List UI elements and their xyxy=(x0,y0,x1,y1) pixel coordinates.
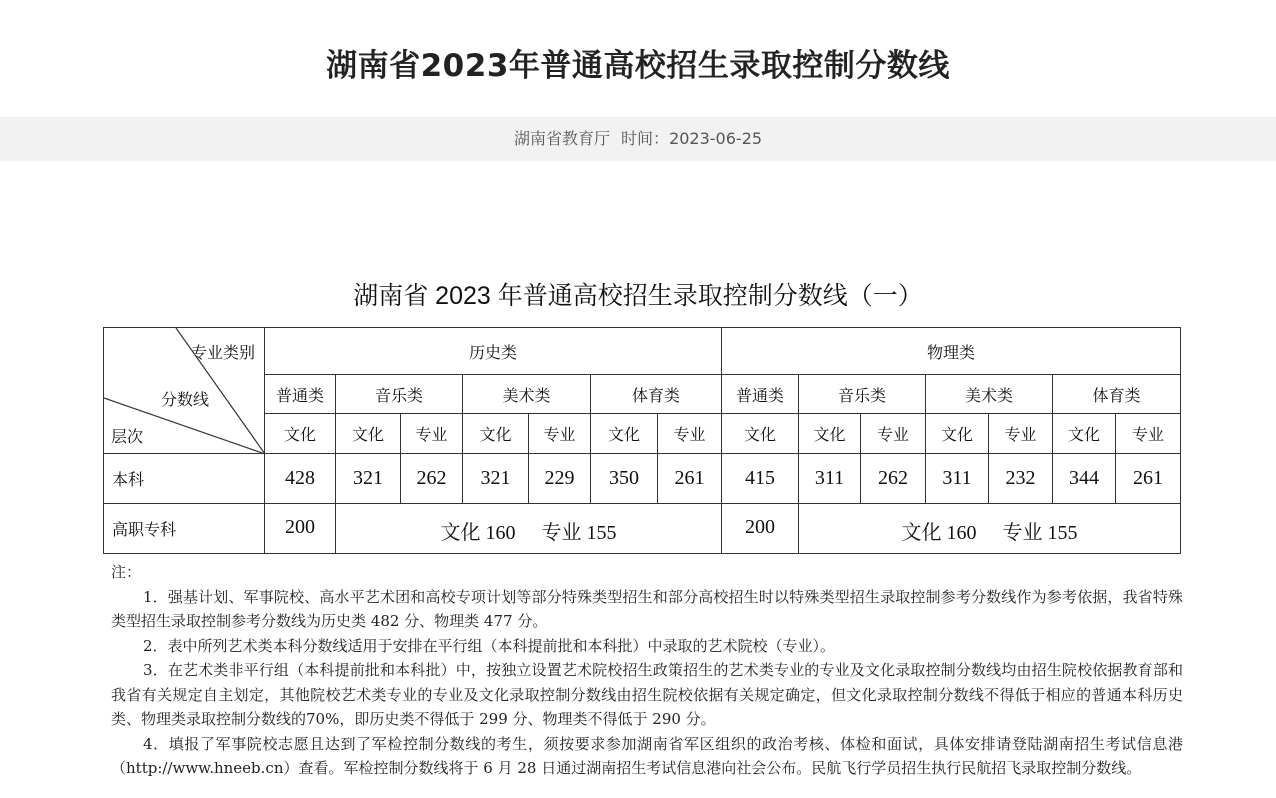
combined-major-score: 专业 155 xyxy=(541,522,617,544)
header-row-subject-types xyxy=(104,414,1181,454)
subheader-major: 专业 xyxy=(1116,414,1181,454)
subheader-culture: 文化 xyxy=(591,414,658,454)
subheader-culture: 文化 xyxy=(463,414,529,454)
physics-category-music: 音乐类 xyxy=(799,375,926,414)
score-table xyxy=(103,327,1181,554)
corner-label-category: 专业类别 xyxy=(191,343,256,362)
corner-label-level: 层次 xyxy=(111,427,144,446)
combined-culture-score: 文化 160 xyxy=(440,522,516,544)
score-cell: 229 xyxy=(529,454,591,504)
physics-arts-combined-cell xyxy=(799,504,1181,554)
history-arts-combined-cell xyxy=(336,504,722,554)
source-label: 湖南省教育厅 xyxy=(513,129,610,148)
time-label: 时间： xyxy=(621,129,670,148)
subheader-culture: 文化 xyxy=(336,414,401,454)
group-header-history: 历史类 xyxy=(265,328,722,375)
physics-category-art: 美术类 xyxy=(926,375,1053,414)
notes-heading: 注： xyxy=(111,563,142,581)
row-label-benke: 本科 xyxy=(104,454,265,504)
score-cell: 200 xyxy=(722,504,799,554)
score-cell: 200 xyxy=(265,504,336,554)
score-cell: 350 xyxy=(591,454,658,504)
physics-category-sports: 体育类 xyxy=(1053,375,1181,414)
note-item: 2．表中所列艺术类本科分数线适用于安排在平行组（本科提前批和本科批）中录取的艺术院校（专业）。 xyxy=(143,636,836,655)
score-cell: 262 xyxy=(861,454,926,504)
score-cell: 321 xyxy=(463,454,529,504)
history-category-sports: 体育类 xyxy=(591,375,722,414)
score-cell: 261 xyxy=(1116,454,1181,504)
subheader-culture: 文化 xyxy=(265,414,336,454)
score-cell: 232 xyxy=(989,454,1053,504)
note-item: 4．填报了军事院校志愿且达到了军检控制分数线的考生，须按要求参加湖南省军区组织的政治考核、体检和面试，具体安排请登陆湖南招生考试信息港（http://www.hneeb.cn）查看。军检控制分数线将于 6 月 28 日通过湖南招生考试信息港向社会公布。民航飞行学员招生执行民航招飞录取控制分数线。 xyxy=(111,734,1183,777)
notes-section xyxy=(111,560,1183,781)
header-row-categories xyxy=(104,375,1181,414)
document-title: 湖南省 2023 年普通高校招生录取控制分数线（一） xyxy=(353,282,923,310)
history-category-music: 音乐类 xyxy=(336,375,463,414)
score-cell: 344 xyxy=(1053,454,1116,504)
diagonal-corner-cell xyxy=(104,328,265,454)
history-category-art: 美术类 xyxy=(463,375,591,414)
subheader-major: 专业 xyxy=(989,414,1053,454)
score-cell: 428 xyxy=(265,454,336,504)
subheader-culture: 文化 xyxy=(926,414,989,454)
score-cell: 262 xyxy=(401,454,463,504)
combined-major-score: 专业 155 xyxy=(1002,522,1078,544)
publish-date: 2023-06-25 xyxy=(669,129,763,148)
subheader-major: 专业 xyxy=(658,414,722,454)
group-header-physics: 物理类 xyxy=(722,328,1181,375)
subheader-major: 专业 xyxy=(401,414,463,454)
subheader-culture: 文化 xyxy=(799,414,861,454)
score-cell: 261 xyxy=(658,454,722,504)
history-category-general: 普通类 xyxy=(265,375,336,414)
combined-culture-score: 文化 160 xyxy=(901,522,977,544)
score-cell: 321 xyxy=(336,454,401,504)
physics-category-general: 普通类 xyxy=(722,375,799,414)
row-zhuanke xyxy=(104,504,1181,554)
header-row-groups xyxy=(104,328,1181,375)
corner-label-score: 分数线 xyxy=(161,390,210,409)
page-title: 湖南省2023年普通高校招生录取控制分数线 xyxy=(326,48,950,84)
row-label-zhuanke: 高职专科 xyxy=(104,504,265,554)
note-item: 1．强基计划、军事院校、高水平艺术团和高校专项计划等部分特殊类型招生和部分高校招生时以特殊类型招生录取控制参考分数线作为参考依据，我省特殊类型招生录取控制参考分数线为历史类 482 分、物理类 477 分。 xyxy=(111,587,1183,630)
row-benke xyxy=(104,454,1181,504)
subheader-culture: 文化 xyxy=(722,414,799,454)
score-cell: 311 xyxy=(926,454,989,504)
subheader-culture: 文化 xyxy=(1053,414,1116,454)
score-cell: 415 xyxy=(722,454,799,504)
score-cell: 311 xyxy=(799,454,861,504)
article-meta-bar xyxy=(0,117,1276,161)
note-item: 3．在艺术类非平行组（本科提前批和本科批）中，按独立设置艺术院校招生政策招生的艺术类专业的专业及文化录取控制分数线均由招生院校依据教育部和我省有关规定自主划定，其他院校艺术类专业的专业及文化录取控制分数线由招生院校依据有关规定确定，但文化录取控制分数线不得低于相应的普通本科历史类、物理类录取控制分数线的70%，即历史类不得低于 299 分、物理类不得低于 290 分。 xyxy=(111,661,1183,728)
subheader-major: 专业 xyxy=(529,414,591,454)
subheader-major: 专业 xyxy=(861,414,926,454)
